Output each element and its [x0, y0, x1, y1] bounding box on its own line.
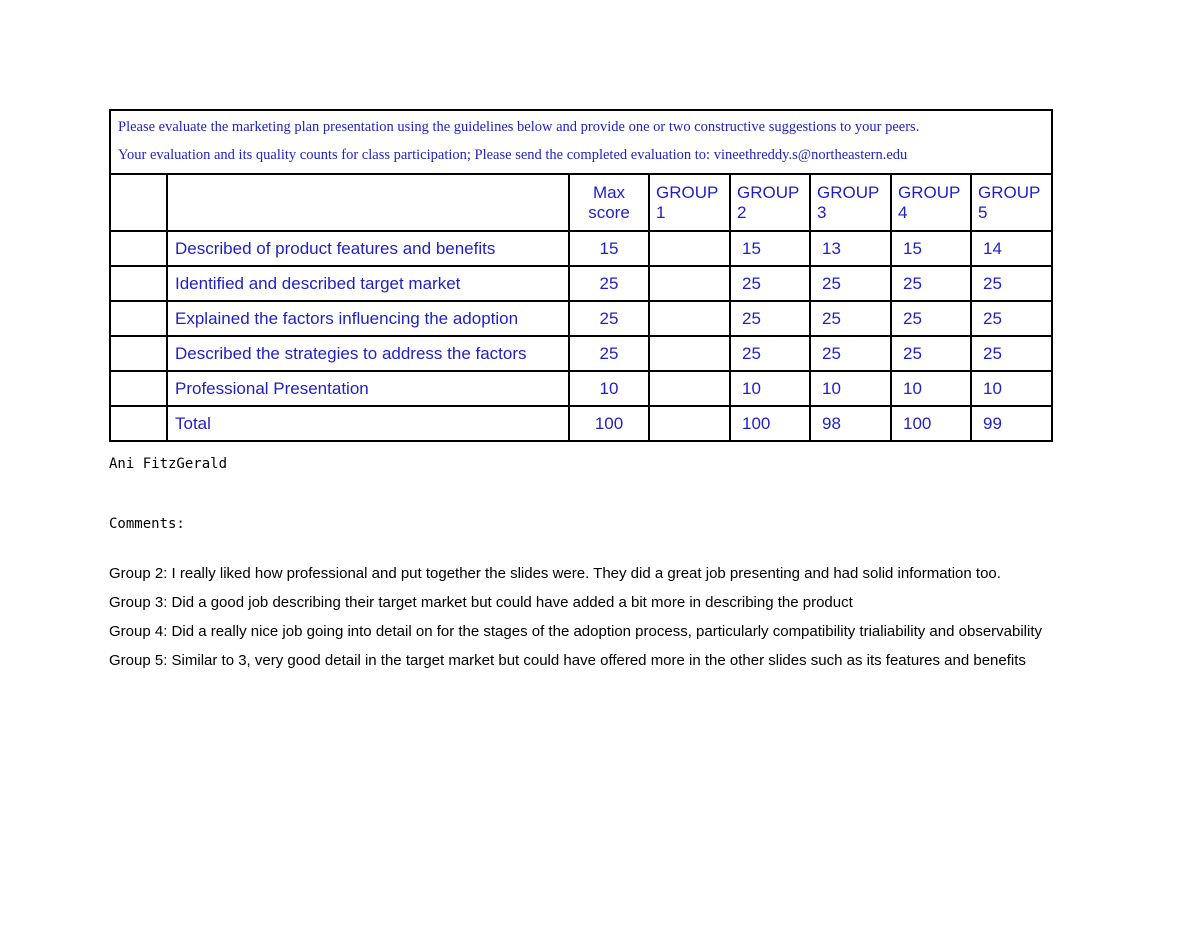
score-cell-group-2[interactable]: 10 [730, 371, 810, 406]
instructions-line-1: Please evaluate the marketing plan presentation using the guidelines below and provide one or two constructive suggestions to your peers. [118, 119, 920, 135]
row-index-cell [110, 371, 167, 406]
score-cell-group-3[interactable]: 25 [810, 336, 891, 371]
max-score-cell: 15 [569, 231, 649, 266]
criterion-cell: Identified and described target market [167, 266, 569, 301]
score-cell-group-1[interactable] [649, 371, 730, 406]
group-3-header: GROUP 3 [810, 174, 891, 231]
score-cell-group-2[interactable]: 25 [730, 266, 810, 301]
score-cell-group-3[interactable]: 25 [810, 301, 891, 336]
comments-section [109, 565, 1079, 681]
total-cell-group-5[interactable]: 99 [971, 406, 1052, 441]
score-cell-group-4[interactable]: 15 [891, 231, 971, 266]
score-cell-group-2[interactable]: 25 [730, 301, 810, 336]
comment-group-4: Group 4: Did a really nice job going into detail on for the stages of the adoption process, particularly compatibility trialiability and observability [109, 623, 1043, 640]
score-cell-group-1[interactable] [649, 301, 730, 336]
score-cell-group-4[interactable]: 25 [891, 301, 971, 336]
max-score-header: Max score [569, 174, 649, 231]
row-index-cell [110, 301, 167, 336]
score-cell-group-3[interactable]: 13 [810, 231, 891, 266]
criteria-header-cell [167, 174, 569, 231]
group-5-header: GROUP 5 [971, 174, 1052, 231]
score-cell-group-2[interactable]: 25 [730, 336, 810, 371]
total-cell-group-3[interactable]: 98 [810, 406, 891, 441]
score-cell-group-5[interactable]: 25 [971, 266, 1052, 301]
max-score-cell: 25 [569, 301, 649, 336]
score-cell-group-5[interactable]: 25 [971, 301, 1052, 336]
instructions-cell [110, 110, 1052, 174]
table-header-row [110, 174, 1052, 231]
row-index-cell [110, 336, 167, 371]
max-score-cell: 10 [569, 371, 649, 406]
score-cell-group-1[interactable] [649, 231, 730, 266]
row-index-cell [110, 406, 167, 441]
group-2-header: GROUP 2 [730, 174, 810, 231]
instructions-line-2: Your evaluation and its quality counts for class participation; Please send the completed evaluation to: vineethreddy.s@northeastern.edu [118, 147, 908, 163]
total-cell-group-1[interactable] [649, 406, 730, 441]
score-cell-group-5[interactable]: 25 [971, 336, 1052, 371]
table-row [110, 301, 1052, 336]
table-row [110, 336, 1052, 371]
row-index-cell [110, 266, 167, 301]
score-cell-group-3[interactable]: 10 [810, 371, 891, 406]
max-score-cell: 25 [569, 336, 649, 371]
score-cell-group-2[interactable]: 15 [730, 231, 810, 266]
row-index-cell [110, 231, 167, 266]
max-score-total-cell: 100 [569, 406, 649, 441]
comment-group-2: Group 2: I really liked how professional and put together the slides were. They did a great job presenting and had solid information too. [109, 565, 1001, 582]
table-row [110, 231, 1052, 266]
comment-group-5: Group 5: Similar to 3, very good detail in the target market but could have offered more in the other slides such as its features and benefits [109, 652, 1026, 669]
evaluation-table [109, 109, 1053, 442]
group-4-header: GROUP 4 [891, 174, 971, 231]
total-row [110, 406, 1052, 441]
total-cell-group-2[interactable]: 100 [730, 406, 810, 441]
group-1-header: GROUP 1 [649, 174, 730, 231]
score-cell-group-1[interactable] [649, 336, 730, 371]
criterion-cell: Described of product features and benefits [167, 231, 569, 266]
max-score-cell: 25 [569, 266, 649, 301]
comments-label: Comments: [109, 516, 185, 532]
blank-header-cell [110, 174, 167, 231]
score-cell-group-5[interactable]: 10 [971, 371, 1052, 406]
criterion-cell: Described the strategies to address the factors [167, 336, 569, 371]
table-row [110, 266, 1052, 301]
score-cell-group-5[interactable]: 14 [971, 231, 1052, 266]
criterion-cell: Professional Presentation [167, 371, 569, 406]
score-cell-group-4[interactable]: 25 [891, 266, 971, 301]
score-cell-group-4[interactable]: 25 [891, 336, 971, 371]
score-cell-group-4[interactable]: 10 [891, 371, 971, 406]
comment-group-3: Group 3: Did a good job describing their target market but could have added a bit more in describing the product [109, 594, 853, 611]
total-label-cell: Total [167, 406, 569, 441]
score-cell-group-3[interactable]: 25 [810, 266, 891, 301]
author-name: Ani FitzGerald [109, 456, 228, 472]
score-cell-group-1[interactable] [649, 266, 730, 301]
table-row [110, 371, 1052, 406]
total-cell-group-4[interactable]: 100 [891, 406, 971, 441]
criterion-cell: Explained the factors influencing the adoption [167, 301, 569, 336]
